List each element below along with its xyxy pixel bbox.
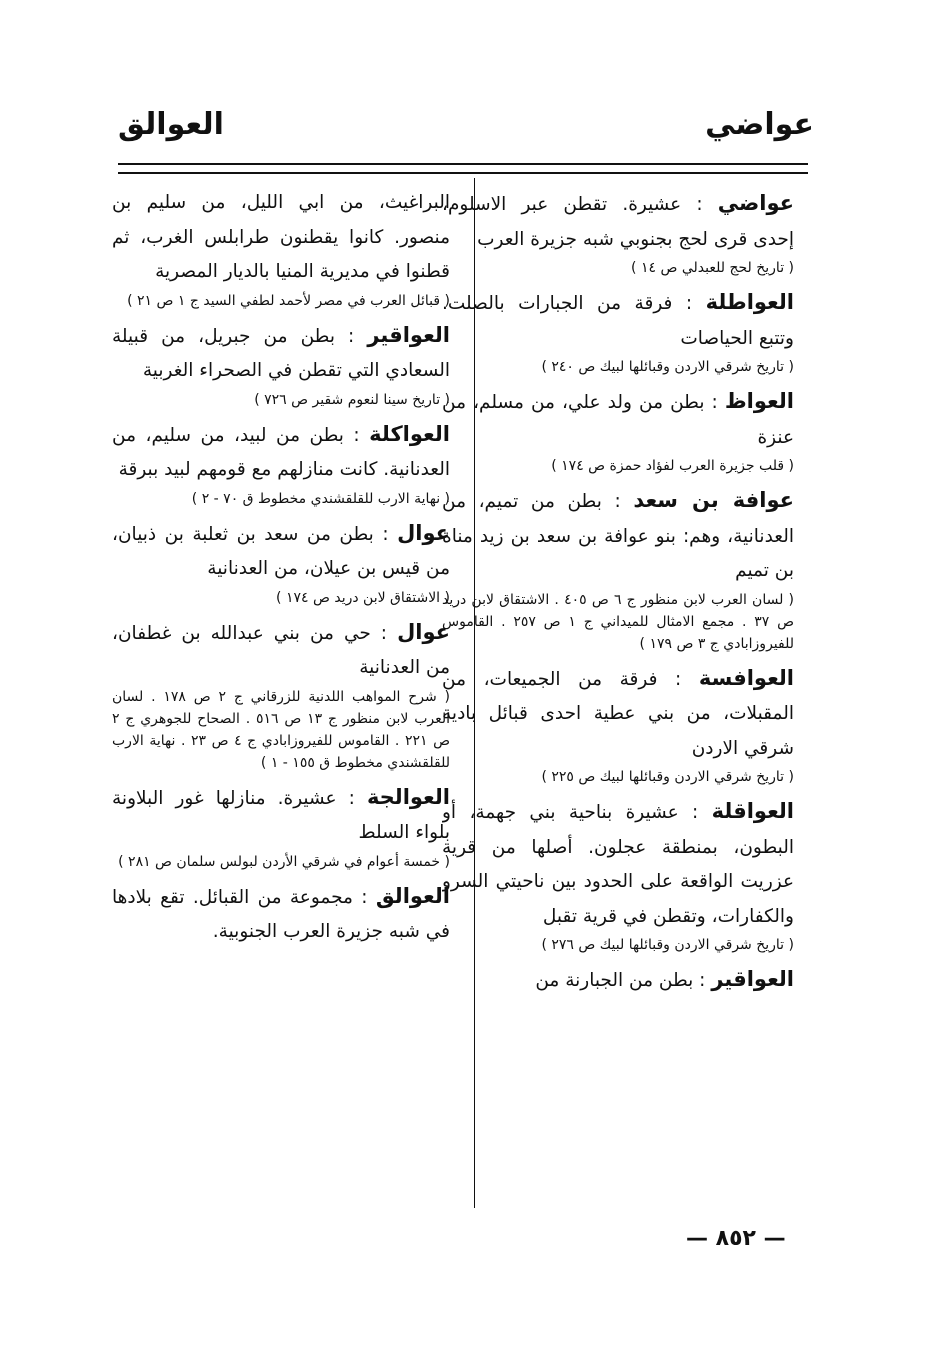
entry-paragraph <box>442 962 794 999</box>
entry-definition: : بطن من لبيد، من سليم، من العدنانية. كانت منازلهم مع قومهم لبيد ببرقة <box>112 424 450 480</box>
entry-term: العوالجة <box>366 784 450 809</box>
dictionary-entry <box>442 285 794 378</box>
entry-term: عوال <box>397 619 450 644</box>
entry-paragraph <box>442 186 794 257</box>
entry-definition: : فرقة من الجميعات، من المقبلات، من بني عطية احدى قبائل بادية شرقي الاردن <box>442 668 794 759</box>
dictionary-entry <box>112 516 450 609</box>
entry-term: العواطلة <box>705 290 794 314</box>
entry-paragraph <box>112 318 450 389</box>
entry-definition: : بطن من ولد علي، من مسلم، من عنزة <box>442 392 794 448</box>
right-column <box>442 186 794 1216</box>
entry-reference: ( تاريخ شرقي الاردن وقبائلها لبيك ص ٢٢٥ ) <box>541 769 794 785</box>
entry-term: العوالق <box>375 883 450 908</box>
entry-definition: : عشيرة. تقطن عبر الاسلوم، إحدى قرى لحج بجنوبي شبه جزيرة العرب <box>442 194 794 250</box>
entry-term: عوال <box>397 520 450 545</box>
entry-paragraph <box>112 516 450 587</box>
entry-term: العواقير <box>367 322 450 347</box>
left-column <box>112 186 450 1216</box>
dictionary-entry <box>442 962 794 999</box>
page-number: — ٨٥٢ — <box>686 1226 786 1251</box>
entry-definition: : مجموعة من القبائل. تقع بلادها في شبه جزيرة العرب الجنوبية. <box>112 886 450 942</box>
entry-definition: : عشيرة. منازلها غور البلاونة بلواء السلط <box>112 787 450 843</box>
entry-paragraph <box>442 384 794 455</box>
dictionary-entry <box>442 186 794 279</box>
entry-paragraph <box>112 780 450 851</box>
entry-definition: : فرقة من الجبارات بالصلت. وتتبع الحياصات <box>442 293 794 349</box>
entry-definition: البراغيث، من ابي الليل، من سليم بن منصور. كانوا يقطنون طرابلس الغرب، ثم قطنوا في مديرية المنيا بالديار المصرية <box>112 192 450 282</box>
entry-paragraph <box>112 186 450 290</box>
entry-definition: : بطن من الجبارنة من <box>535 970 706 991</box>
dictionary-entry <box>442 794 794 956</box>
entry-paragraph <box>112 417 450 488</box>
entry-term: عوافة بن سعد <box>633 488 794 512</box>
dictionary-entry <box>442 384 794 477</box>
header-rule-lower <box>118 172 808 174</box>
entry-paragraph <box>442 285 794 356</box>
header-rule-upper <box>118 163 808 165</box>
entry-reference: ( تاريخ لحج للعبدلي ص ١٤ ) <box>631 260 794 276</box>
entry-paragraph <box>112 615 450 686</box>
entry-paragraph <box>442 483 794 589</box>
dictionary-entry <box>442 483 794 655</box>
entry-reference: ( تاريخ شرقي الاردن وقبائلها لبيك ص ٢٤٠ ) <box>541 359 794 375</box>
entry-reference: ( قلب جزيرة العرب لفؤاد حمزة ص ١٧٤ ) <box>551 458 794 474</box>
entry-definition: : بطن من سعد بن ثعلبة بن ذبيان، من قيس بن عيلان، من العدنانية <box>112 523 450 579</box>
header-left-word: العوالق <box>118 107 224 142</box>
entry-reference: ( تاريخ شرقي الاردن وقبائلها لبيك ص ٢٧٦ ) <box>541 937 794 953</box>
dictionary-entry <box>112 318 450 411</box>
entry-definition: : حي من بني عبدالله بن غطفان، من العدنانية <box>112 622 450 678</box>
entry-reference: ( الاشتقاق لابن دريد ص ١٧٤ ) <box>276 589 450 606</box>
entry-reference: ( شرح المواهب اللدنية للزرقاني ج ٢ ص ١٧٨ . لسان العرب لابن منظور ج ١٣ ص ٥١٦ . الصحاح للجوهري ج ٢ ص ٢٢١ . القاموس للفيروزابادي ج ٤ ص ٢٣ . نهاية الارب للقلقشندي مخطوط ق ١٥٥ - ١ ) <box>112 688 450 771</box>
dictionary-entry <box>442 661 794 789</box>
entry-term: العواقير <box>711 967 794 991</box>
entry-term: عواضي <box>717 191 794 215</box>
dictionary-entry <box>112 417 450 510</box>
entry-paragraph <box>442 661 794 767</box>
entry-definition: : بطن من جبريل، من قبيلة السعادي التي تقطن في الصحراء الغربية <box>112 325 450 381</box>
dictionary-entry <box>112 780 450 873</box>
entry-reference: ( خمسة أعوام في شرقي الأردن لبولس سلمان ص ٢٨١ ) <box>118 853 450 870</box>
entry-paragraph <box>442 794 794 934</box>
dictionary-entry <box>112 879 450 950</box>
entry-definition: : بطن من تميم، من العدنانية، وهم: بنو عوافة بن سعد بن زيد مناة بن تميم <box>442 491 794 581</box>
entry-reference: ( قبائل العرب في مصر لأحمد لطفي السيد ج ١ ص ٢١ ) <box>127 292 450 309</box>
header-right-word: عواضي <box>705 107 814 142</box>
entry-term: العوافسة <box>698 665 794 690</box>
entry-reference: ( نهاية الارب للقلقشندي مخطوط ق ٧٠ - ٢ ) <box>191 490 450 507</box>
entry-reference: ( لسان العرب لابن منظور ج ٦ ص ٤٠٥ . الاشتقاق لابن دريد ص ٣٧ . مجمع الامثال للميداني ج ١ ص ٢٥٧ . القاموس للفيروزابادي ج ٣ ص ١٧٩ ) <box>442 591 794 652</box>
dictionary-entry <box>112 615 450 774</box>
entry-term: العواقلة <box>711 799 794 823</box>
entry-term: العواكلة <box>369 421 450 446</box>
entry-definition: : عشيرة بناحية بني جهمة، أو البطون، بمنطقة عجلون. أصلها من قرية عزريت الواقعة على الحدود بين ناحيتي السرو والكفارات، وتقطن في قرية تقبل <box>442 802 794 927</box>
entry-reference: ( تاريخ سينا لنعوم شقير ص ٧٢٦ ) <box>254 391 450 408</box>
dictionary-entry <box>112 186 450 312</box>
entry-term: العواظ <box>724 389 794 413</box>
entry-paragraph <box>112 879 450 950</box>
